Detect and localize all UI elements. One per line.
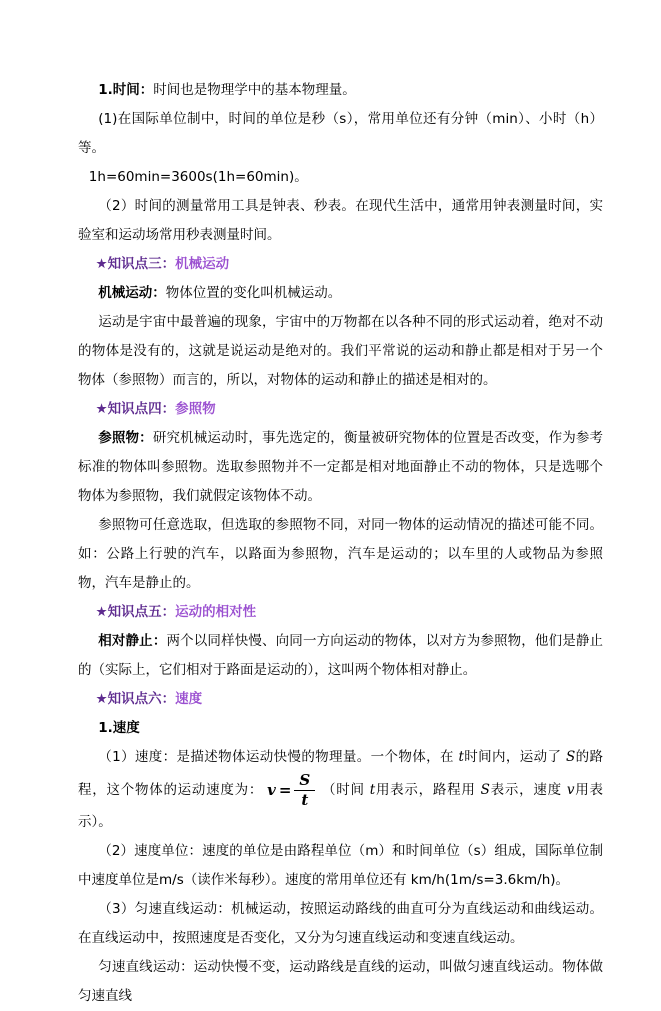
variable-s: S (566, 749, 576, 765)
time-term-label: 1.时间： (98, 82, 154, 98)
equals-sign: = (278, 780, 292, 799)
formula-lhs: v (267, 780, 276, 799)
mechanical-motion-term-label: 机械运动： (98, 285, 166, 301)
reference-object-definition-paragraph (78, 424, 603, 511)
time-units-paragraph: (1)在国际单位制中，时间的单位是秒（s），常用单位还有分钟（min）、小时（h）等。 (78, 111, 603, 156)
uniform-linear-motion-definition-paragraph: 匀速直线运动：运动快慢不变，运动路线是直线的运动，叫做匀速直线运动。物体做匀速直线 (78, 959, 603, 1004)
variable-t: t (369, 782, 376, 798)
time-definition-paragraph (78, 76, 603, 105)
text-segment: 的路程，这个物体的运动速度为： (78, 749, 603, 798)
fraction (294, 772, 315, 808)
speed-units-paragraph: （2）速度单位：速度的单位是由路程单位（m）和时间单位（s）组成，国际单位制中速度单位是m/s（读作米每秒）。速度的常用单位还有 km/h(1m/s=3.6km/h)。 (78, 843, 603, 888)
relative-rest-term-label: 相对静止： (98, 633, 167, 649)
knowledge-point-3-title: 机械运动 (175, 256, 230, 272)
reference-object-choice-paragraph: 参照物可任意选取，但选取的参照物不同，对同一物体的运动情况的描述可能不同。如：公路上行驶的汽车，以路面为参照物，汽车是运动的；以车里的人或物品为参照物，汽车是静止的。 (78, 517, 603, 591)
knowledge-point-6-heading (78, 685, 603, 714)
knowledge-point-3-heading (78, 250, 603, 279)
knowledge-point-5-label: ★知识点五： (95, 604, 176, 620)
time-definition-text: 时间也是物理学中的基本物理量。 (153, 82, 356, 98)
variable-s: S (480, 782, 490, 798)
text-segment: （时间 (321, 782, 370, 798)
relative-rest-paragraph (78, 627, 603, 685)
motion-absolute-paragraph: 运动是宇宙中最普遍的现象，宇宙中的万物都在以各种不同的形式运动着，绝对不动的物体是没有的，这就是说运动是绝对的。我们平常说的运动和静止都是相对于另一个物体（参照物）而言的，所以，对物体的运动和静止的描述是相对的。 (78, 314, 603, 388)
reference-object-definition-text: 研究机械运动时，事先选定的，衡量被研究物体的位置是否改变，作为参考标准的物体叫参照物。选取参照物并不一定都是相对地面静止不动的物体，只是选哪个物体为参照物，我们就假定该物体不动。 (78, 430, 604, 504)
text-segment: 用表示）。 (78, 782, 604, 830)
knowledge-point-5-heading (78, 598, 603, 627)
variable-t: t (458, 749, 464, 765)
knowledge-point-3-label: ★知识点三： (95, 256, 176, 272)
mechanical-motion-definition-paragraph (78, 279, 603, 308)
fraction-denominator: t (301, 790, 309, 809)
relative-rest-definition-text: 两个以同样快慢、向同一方向运动的物体，以对方为参照物，他们是静止的（实际上，它们相对于路面是运动的），这叫两个物体相对静止。 (78, 633, 604, 678)
text-segment: 时间内，运动了 (463, 749, 567, 765)
speed-definition-paragraph (78, 743, 603, 837)
time-measurement-paragraph: （2）时间的测量常用工具是钟表、秒表。在现代生活中，通常用钟表测量时间，实验室和运动场常用秒表测量时间。 (78, 198, 603, 243)
speed-subheading: 1.速度 (98, 720, 140, 736)
time-conversion-line: 1h=60min=3600s(1h=60min)。 (88, 169, 308, 185)
reference-object-term-label: 参照物： (98, 430, 153, 446)
text-segment: （1）速度：是描述物体运动快慢的物理量。一个物体，在 (98, 749, 459, 765)
mechanical-motion-definition-text: 物体位置的变化叫机械运动。 (165, 285, 342, 301)
uniform-linear-motion-classification-paragraph: （3）匀速直线运动：机械运动，按照运动路线的曲直可分为直线运动和曲线运动。在直线运动中，按照速度是否变化，又分为匀速直线运动和变速直线运动。 (78, 901, 603, 946)
knowledge-point-6-label: ★知识点六： (95, 691, 176, 707)
knowledge-point-4-heading (78, 395, 603, 424)
text-segment: 用表示，路程用 (375, 782, 481, 798)
fraction-numerator: S (294, 772, 315, 791)
knowledge-point-5-title: 运动的相对性 (175, 604, 257, 620)
knowledge-point-4-title: 参照物 (175, 401, 216, 417)
speed-formula (267, 772, 315, 808)
knowledge-point-4-label: ★知识点四： (95, 401, 176, 417)
variable-v: v (566, 782, 575, 798)
text-segment: 表示，速度 (489, 782, 567, 798)
knowledge-point-6-title: 速度 (175, 691, 203, 707)
